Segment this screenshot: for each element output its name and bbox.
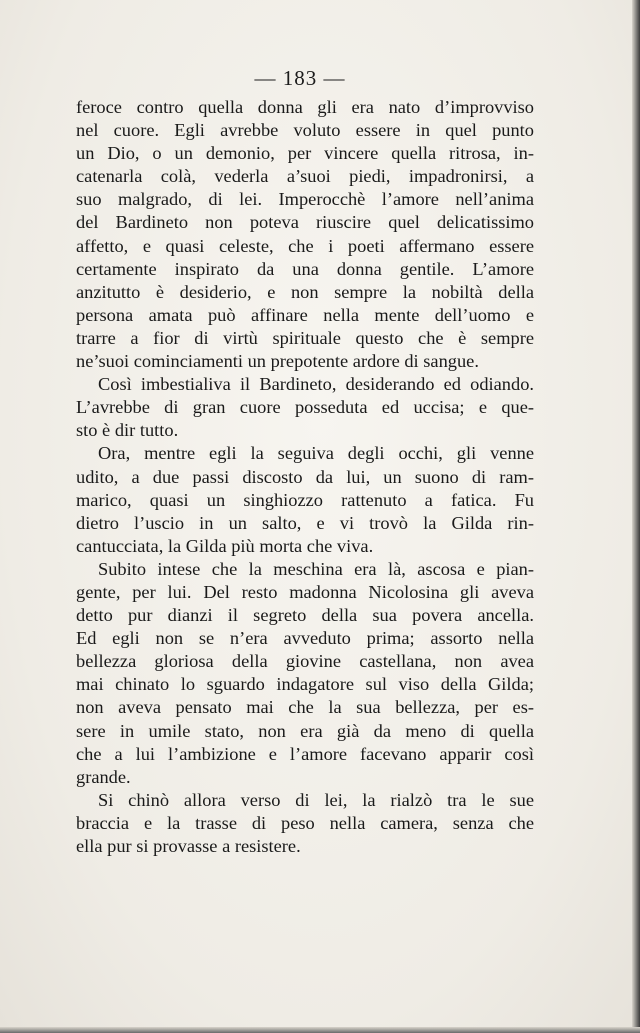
text-line: Così imbestialiva il Bardineto, desiderando ed odiando. bbox=[98, 374, 534, 395]
text-line: braccia e la trasse di peso nella camera, senza che bbox=[76, 812, 534, 833]
text-line: persona amata può affinare nella mente dell’uomo e bbox=[76, 304, 534, 325]
page-edge-bottom bbox=[0, 1027, 640, 1033]
text-line: sto è dir tutto. bbox=[76, 420, 179, 441]
page-edge-right bbox=[632, 0, 640, 1033]
text-line: dietro l’uscio in un salto, e vi trovò la Gilda rin- bbox=[76, 512, 534, 533]
text-line: non aveva pensato mai che la sua bellezza, per es- bbox=[76, 697, 534, 718]
text-line: grande. bbox=[76, 766, 131, 787]
text-line: del Bardineto non poteva riuscire quel delicatissimo bbox=[76, 212, 534, 233]
text-line: cantucciata, la Gilda più morta che viva. bbox=[76, 535, 374, 556]
text-line: affetto, e quasi celeste, che i poeti affermano essere bbox=[76, 235, 534, 256]
text-line: L’avrebbe di gran cuore posseduta ed uccisa; e que- bbox=[76, 397, 534, 418]
text-line: un Dio, o un demonio, per vincere quella ritrosa, in- bbox=[76, 143, 534, 164]
text-line: suo malgrado, di lei. Imperocchè l’amore nell’anima bbox=[76, 189, 534, 210]
text-line: Ed egli non se n’era avveduto prima; assorto nella bbox=[76, 628, 534, 649]
body-text bbox=[76, 96, 534, 858]
text-line: gente, per lui. Del resto madonna Nicolosina gli aveva bbox=[76, 581, 534, 602]
text-line: anzitutto è desiderio, e non sempre la nobiltà della bbox=[76, 281, 534, 302]
text-line: sere in umile stato, non era già da meno di quella bbox=[76, 720, 534, 741]
text-line: ella pur si provasse a resistere. bbox=[76, 836, 301, 856]
text-line: trarre a fior di virtù spirituale questo che è sempre bbox=[76, 327, 534, 348]
text-line: Si chinò allora verso di lei, la rialzò tra le sue bbox=[98, 789, 534, 810]
text-line: Subito intese che la meschina era là, ascosa e pian- bbox=[98, 558, 534, 579]
text-line: bellezza gloriosa della giovine castellana, non avea bbox=[76, 651, 534, 672]
text-line: Ora, mentre egli la seguiva degli occhi, gli venne bbox=[98, 443, 534, 464]
text-line: ne’suoi cominciamenti un prepotente ardore di sangue. bbox=[76, 351, 479, 372]
text-line: detto pur dianzi il segreto della sua povera ancella. bbox=[76, 605, 534, 626]
text-line: feroce contro quella donna gli era nato d’improvviso bbox=[76, 97, 534, 117]
text-line: certamente inspirato da una donna gentile. L’amore bbox=[76, 258, 534, 279]
text-line: mai chinato lo sguardo indagatore sul viso della Gilda; bbox=[76, 674, 534, 695]
text-line: nel cuore. Egli avrebbe voluto essere in quel punto bbox=[76, 120, 534, 141]
text-line: udito, a due passi discosto da lui, un suono di ram- bbox=[76, 466, 534, 487]
text-line: marico, quasi un singhiozzo rattenuto a fatica. Fu bbox=[76, 489, 534, 510]
text-line: catenarla colà, vederla a’suoi piedi, impadronirsi, a bbox=[76, 166, 534, 187]
text-line: che a lui l’ambizione e l’amore facevano apparir così bbox=[76, 743, 534, 764]
page-number: — 183 — bbox=[254, 66, 346, 90]
